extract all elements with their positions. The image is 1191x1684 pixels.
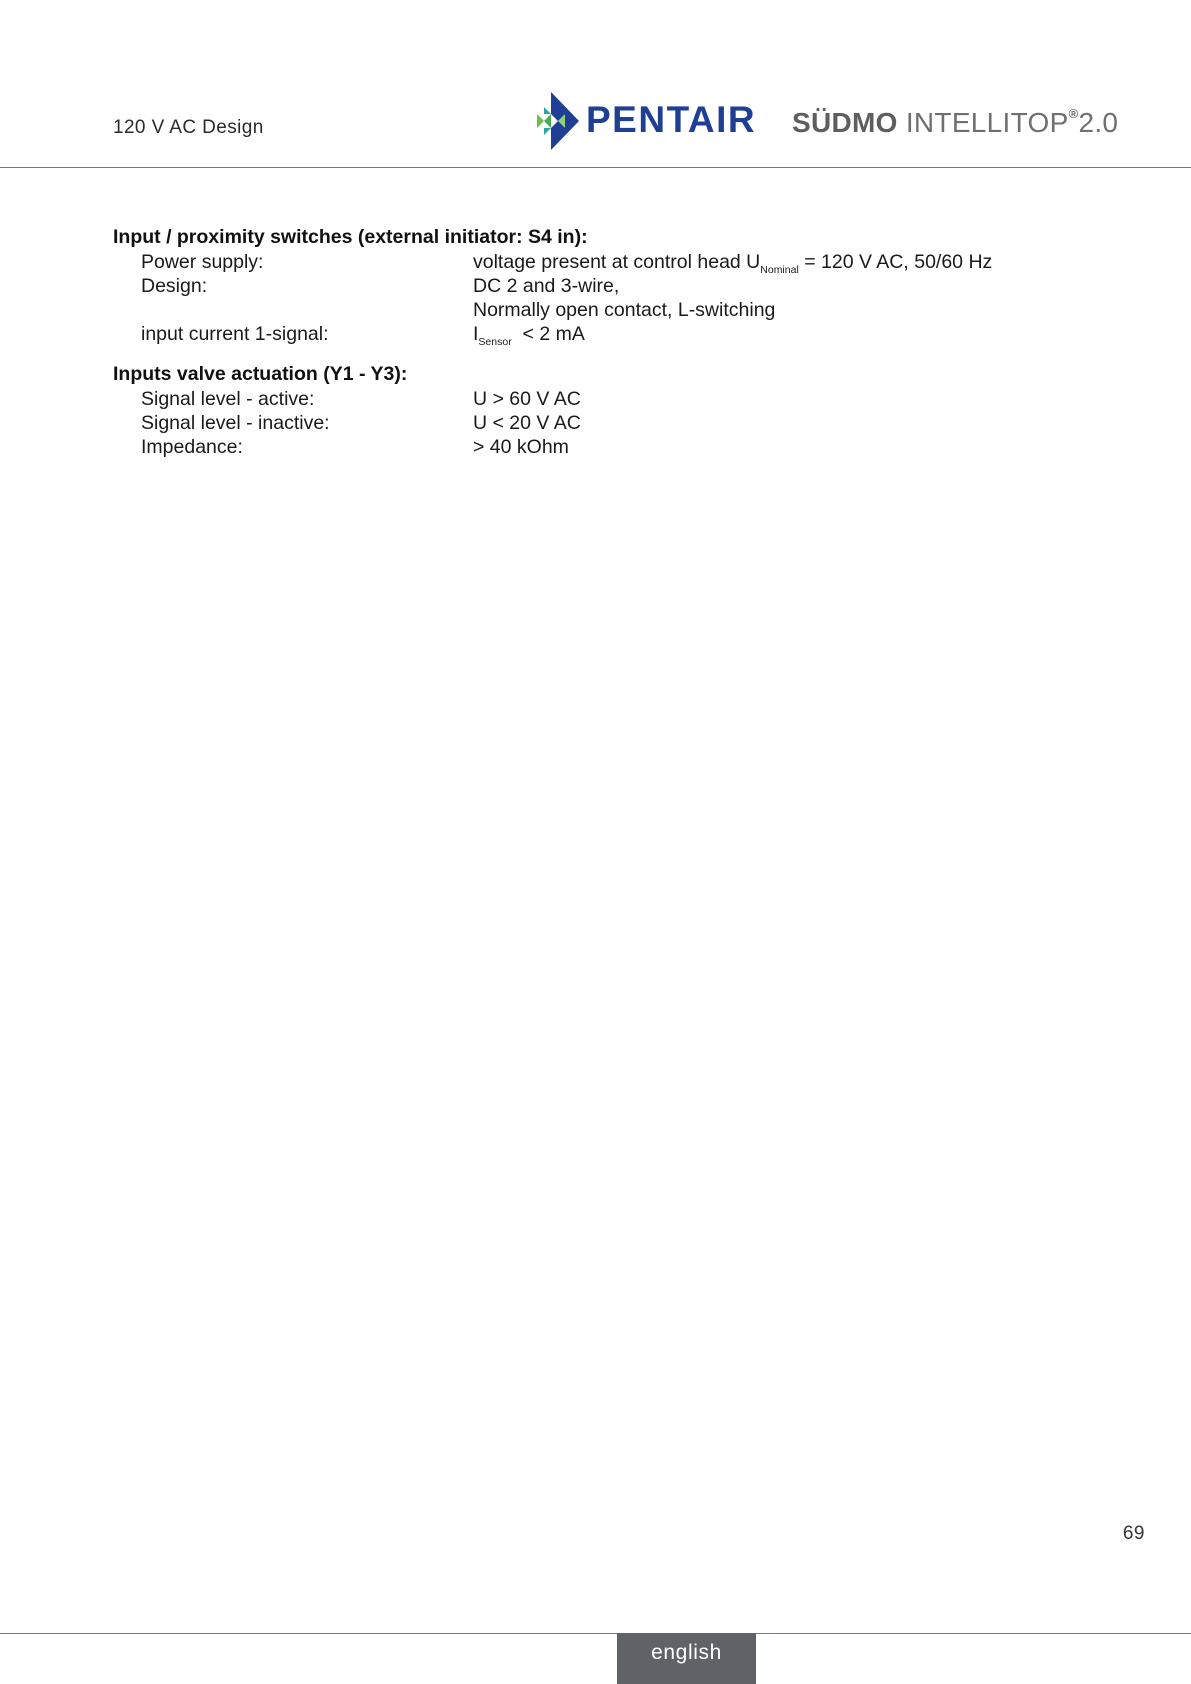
- spec-value-design-line2: Normally open contact, L-switching: [473, 299, 776, 321]
- product-name: [792, 106, 1118, 139]
- product-version: 2.0: [1078, 107, 1119, 138]
- product-name-bold: SÜDMO: [792, 107, 898, 138]
- value-text: < 2 mA: [511, 323, 585, 345]
- page-number: 69: [1122, 1523, 1145, 1544]
- spec-label-signal-active: Signal level - active:: [141, 388, 315, 410]
- value-text: I: [473, 323, 479, 345]
- value-subscript: Sensor: [478, 336, 512, 348]
- value-text: voltage present at control head U: [473, 251, 761, 273]
- section-label: 120 V AC Design: [113, 117, 264, 138]
- spec-value-signal-active: U > 60 V AC: [473, 388, 581, 410]
- spec-label-signal-inactive: Signal level - inactive:: [141, 412, 330, 434]
- spec-value-power-supply: [473, 251, 992, 276]
- spec-value-input-current: [473, 323, 585, 348]
- product-name-light: INTELLITOP: [905, 107, 1069, 138]
- section-title-valve-actuation: Inputs valve actuation (Y1 - Y3):: [113, 363, 408, 385]
- value-text: = 120 V AC, 50/60 Hz: [798, 251, 993, 273]
- section-title-proximity-switches: Input / proximity switches (external initiator: S4 in):: [113, 226, 588, 248]
- spec-label-impedance: Impedance:: [141, 436, 243, 458]
- spec-label-power-supply: Power supply:: [141, 251, 264, 273]
- spec-value-signal-inactive: U < 20 V AC: [473, 412, 581, 434]
- spec-label-input-current: input current 1-signal:: [141, 323, 329, 345]
- registered-mark: ®: [1068, 106, 1079, 121]
- language-tab[interactable]: english: [617, 1633, 756, 1684]
- spec-label-design: Design:: [141, 275, 208, 297]
- brand-name: PENTAIR: [586, 99, 757, 140]
- spec-value-impedance: > 40 kOhm: [473, 436, 569, 458]
- spec-value-design-line1: DC 2 and 3-wire,: [473, 275, 620, 297]
- header-divider: [0, 167, 1191, 168]
- value-subscript: Nominal: [760, 264, 799, 276]
- pentair-logo-icon: [535, 92, 583, 150]
- footer-divider: [0, 1633, 1191, 1634]
